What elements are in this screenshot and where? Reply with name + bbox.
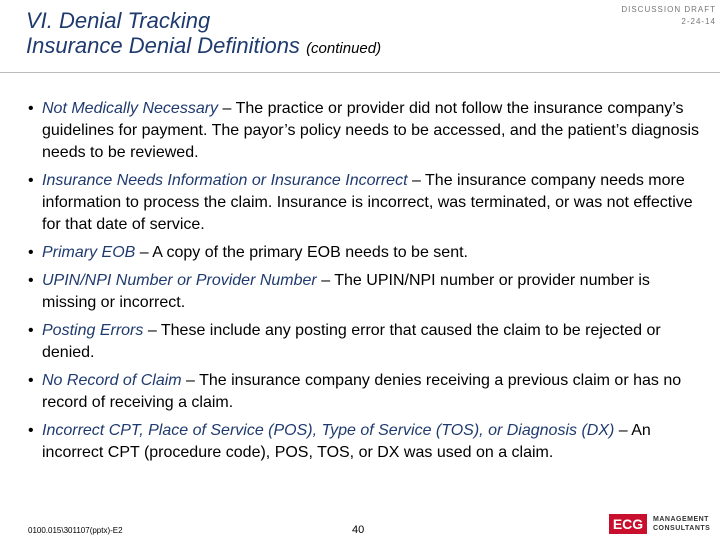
list-item xyxy=(28,270,700,314)
bullet-icon: • xyxy=(28,322,34,339)
list-item xyxy=(28,420,700,464)
bullet-icon: • xyxy=(28,372,34,389)
logo-mark: ECG xyxy=(609,514,647,534)
header-divider xyxy=(0,72,720,73)
draft-stamp xyxy=(621,4,716,28)
title-line-1: VI. Denial Tracking xyxy=(26,8,211,33)
list-item xyxy=(28,370,700,414)
bullet-icon: • xyxy=(28,172,34,189)
definition-term: Insurance Needs Information or Insurance Incorrect xyxy=(42,172,408,189)
definition-list xyxy=(28,98,700,464)
bullet-icon: • xyxy=(28,272,34,289)
definition-term: No Record of Claim xyxy=(42,372,182,389)
list-item xyxy=(28,98,700,164)
definition-term: UPIN/NPI Number or Provider Number xyxy=(42,272,317,289)
page-number: 40 xyxy=(352,524,365,536)
definition-term: Posting Errors xyxy=(42,322,144,339)
list-item xyxy=(28,320,700,364)
draft-date: 2-24-14 xyxy=(681,17,716,26)
list-item xyxy=(28,170,700,236)
logo-line-2: CONSULTANTS xyxy=(653,525,711,532)
logo-line-1: MANAGEMENT xyxy=(653,516,709,523)
bullet-icon: • xyxy=(28,100,34,117)
draft-label: DISCUSSION DRAFT xyxy=(621,5,716,14)
company-logo xyxy=(609,514,710,534)
definition-term: Incorrect CPT, Place of Service (POS), Type of Service (TOS), or Diagnosis (DX) xyxy=(42,422,615,439)
slide-title xyxy=(26,8,381,61)
bullet-icon: • xyxy=(28,244,34,261)
title-line-2 xyxy=(26,33,381,61)
definition-text: – The insurance company needs more information to process the claim. Insurance is incorrect, was terminated, or was not effective for that date of service. xyxy=(42,172,693,233)
title-suffix: (continued) xyxy=(306,40,382,57)
document-code: 0100.015\301107(pptx)-E2 xyxy=(28,526,123,535)
definition-term: Not Medically Necessary xyxy=(42,100,219,117)
title-main: Insurance Denial Definitions xyxy=(26,33,300,58)
definition-term: Primary EOB xyxy=(42,244,136,261)
definition-text: – A copy of the primary EOB needs to be sent. xyxy=(135,244,468,261)
definition-text: – The UPIN/NPI number or provider number is missing or incorrect. xyxy=(42,272,650,311)
definition-text: – The insurance company denies receiving a previous claim or has no record of receiving a claim. xyxy=(42,372,682,411)
definition-text: – An incorrect CPT (procedure code), POS, TOS, or DX was used on a claim. xyxy=(42,422,651,461)
list-item xyxy=(28,242,700,264)
definition-text: – The practice or provider did not follow the insurance company’s guidelines for payment. The payor’s policy needs to be accessed, and the patient’s diagnosis needs to be reviewed. xyxy=(42,100,700,161)
logo-text xyxy=(653,515,710,533)
bullet-icon: • xyxy=(28,422,34,439)
definition-text: – These include any posting error that caused the claim to be rejected or denied. xyxy=(42,322,661,361)
